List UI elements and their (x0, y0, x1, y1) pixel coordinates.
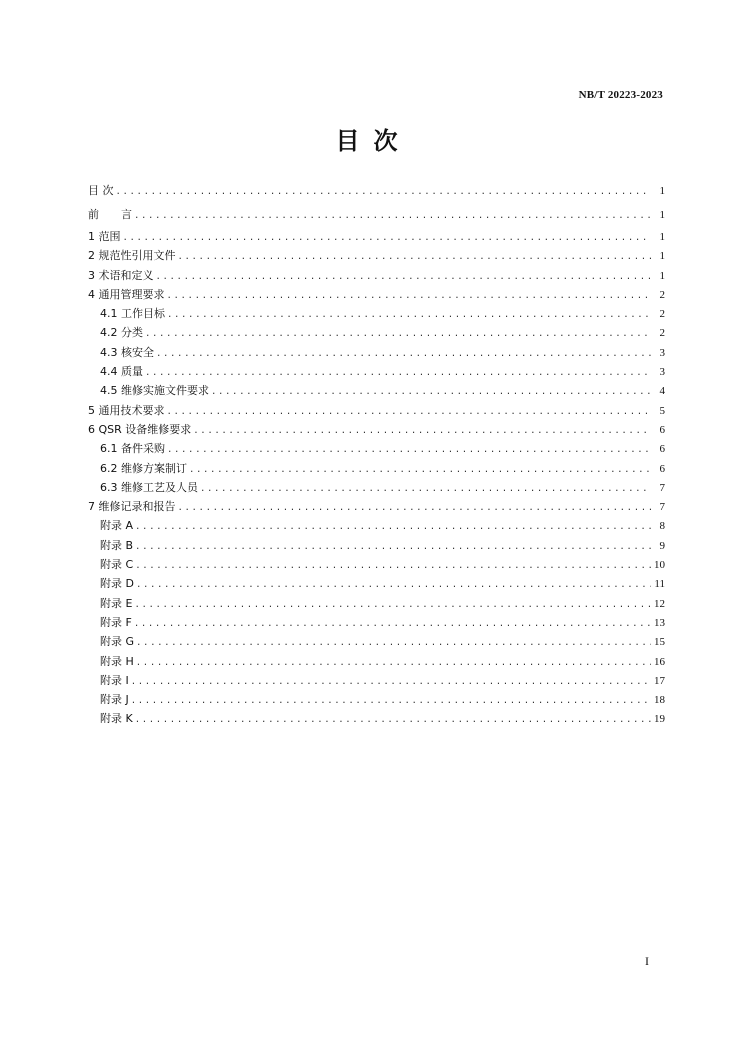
toc-entry-label: 附录 A (100, 519, 134, 533)
toc-entry-page: 1 (659, 250, 665, 263)
toc-entry[interactable] (88, 304, 665, 323)
toc-entry-label: 前 言 (88, 208, 132, 221)
toc-entry-label: 2 规范性引用文件 (88, 249, 176, 263)
toc-entry[interactable] (88, 439, 665, 458)
dot-leader (178, 499, 652, 518)
toc-entry-label: 目 次 (88, 184, 114, 197)
dot-leader (134, 596, 651, 615)
toc-entry-label: 附录 E (100, 596, 133, 610)
toc-entry-page: 2 (659, 288, 665, 301)
dot-leader (135, 518, 651, 537)
toc-entry-label: 6 QSR 设备维修要求 (88, 422, 192, 436)
toc-entry-page: 1 (659, 209, 665, 221)
document-code: NB/T 20223-2023 (578, 89, 663, 101)
toc-entry-page: 3 (659, 366, 665, 379)
toc-entry-page: 6 (659, 423, 665, 436)
toc-entry-page: 11 (654, 578, 665, 591)
toc-entry[interactable] (88, 690, 665, 709)
dot-leader (145, 325, 651, 344)
toc-entry-page: 5 (659, 404, 665, 417)
toc-entry-label: 5 通用技术要求 (88, 403, 165, 417)
dot-leader (123, 229, 652, 248)
toc-entry[interactable] (88, 285, 665, 304)
toc-entry-label: 附录 F (100, 615, 132, 629)
page-title: 目次 (335, 127, 412, 155)
toc-entry-page: 7 (659, 481, 665, 494)
dot-leader (145, 364, 651, 383)
toc-entry-page: 17 (654, 674, 665, 687)
dot-leader (200, 480, 651, 499)
dot-leader (167, 287, 652, 306)
toc-entry[interactable] (88, 709, 665, 728)
toc-entry[interactable] (88, 420, 665, 439)
toc-entry-page: 13 (654, 616, 665, 629)
dot-leader (167, 306, 651, 325)
toc-entry[interactable] (88, 246, 665, 265)
toc-entry-label: 4.1 工作目标 (100, 307, 165, 321)
toc-entry-page: 8 (659, 520, 665, 533)
toc-entry[interactable] (88, 497, 665, 516)
toc-entry-label: 3 术语和定义 (88, 268, 154, 282)
toc-entry[interactable] (88, 574, 665, 593)
toc-entry-page: 10 (654, 559, 665, 572)
toc-entry-page: 7 (659, 501, 665, 514)
toc-entry-label: 4.4 质量 (100, 365, 143, 379)
toc-entry-page: 15 (654, 636, 665, 649)
toc-entry-label: 附录 H (100, 654, 134, 668)
toc-entry-label: 1 范围 (88, 230, 121, 243)
toc-entry-label: 7 维修记录和报告 (88, 500, 176, 514)
toc-entry-label: 4.3 核安全 (100, 345, 154, 359)
dot-leader (167, 403, 652, 422)
toc-entry[interactable] (88, 266, 665, 285)
toc-entry[interactable] (88, 401, 665, 420)
toc-entry-label: 4.2 分类 (100, 326, 143, 340)
toc-entry-label: 附录 G (100, 635, 135, 649)
dot-leader (131, 692, 651, 711)
dot-leader (135, 538, 651, 557)
toc-entry[interactable] (88, 555, 665, 574)
toc-entry[interactable] (88, 323, 665, 342)
dot-leader (134, 615, 651, 634)
toc-entry[interactable] (88, 478, 665, 497)
dot-leader (136, 654, 651, 673)
toc-entry-label: 6.3 维修工艺及人员 (100, 480, 198, 494)
toc-entry[interactable] (88, 671, 665, 690)
toc-entry[interactable] (88, 362, 665, 381)
toc-entry-label: 4.5 维修实施文件要求 (100, 384, 209, 398)
toc-entry-label: 附录 D (100, 577, 134, 591)
toc-entry-label: 附录 C (100, 558, 134, 572)
toc-entry[interactable] (88, 203, 665, 227)
toc-entry-page: 6 (659, 462, 665, 475)
dot-leader (116, 180, 652, 204)
toc-entry[interactable] (88, 632, 665, 651)
toc-entry[interactable] (88, 227, 665, 246)
toc-entry[interactable] (88, 652, 665, 671)
toc-entry-page: 9 (659, 539, 665, 552)
toc-entry-page: 3 (659, 346, 665, 359)
dot-leader (193, 422, 651, 441)
dot-leader (135, 557, 651, 576)
toc-entry-page: 18 (654, 694, 665, 707)
dot-leader (156, 268, 652, 287)
toc-entry-label: 附录 J (100, 693, 129, 707)
dot-leader (156, 345, 651, 364)
toc-entry-label: 附录 K (100, 712, 133, 726)
dot-leader (134, 204, 651, 228)
dot-leader (211, 383, 651, 402)
toc-entry[interactable] (88, 459, 665, 478)
toc-entry[interactable] (88, 536, 665, 555)
toc-entry[interactable] (88, 613, 665, 632)
dot-leader (167, 441, 651, 460)
toc-entry-page: 1 (659, 185, 665, 197)
toc-entry[interactable] (88, 516, 665, 535)
toc-entry-page: 2 (659, 308, 665, 321)
toc-entry-page: 16 (654, 655, 665, 668)
toc-entry-page: 1 (659, 269, 665, 282)
toc-entry[interactable] (88, 179, 665, 203)
dot-leader (136, 634, 651, 653)
toc-entry-page: 19 (654, 713, 665, 726)
toc-entry-label: 6.1 备件采购 (100, 442, 165, 456)
toc-entry-label: 附录 I (100, 673, 129, 687)
toc-entry[interactable] (88, 343, 665, 362)
toc-entry[interactable] (88, 594, 665, 613)
dot-leader (135, 711, 651, 730)
dot-leader (178, 248, 652, 267)
toc-entry[interactable] (88, 381, 665, 400)
toc-entry-page: 6 (659, 443, 665, 456)
toc-entry-label: 4 通用管理要求 (88, 287, 165, 301)
page-number: I (645, 954, 649, 968)
toc-entry-page: 4 (659, 385, 665, 398)
table-of-contents (88, 179, 665, 729)
dot-leader (189, 461, 651, 480)
toc-entry-label: 6.2 维修方案制订 (100, 461, 187, 475)
toc-entry-label: 附录 B (100, 538, 134, 552)
toc-entry-page: 2 (659, 327, 665, 340)
dot-leader (136, 576, 651, 595)
dot-leader (131, 673, 651, 692)
toc-entry-page: 12 (654, 597, 665, 610)
toc-entry-page: 1 (659, 231, 665, 243)
